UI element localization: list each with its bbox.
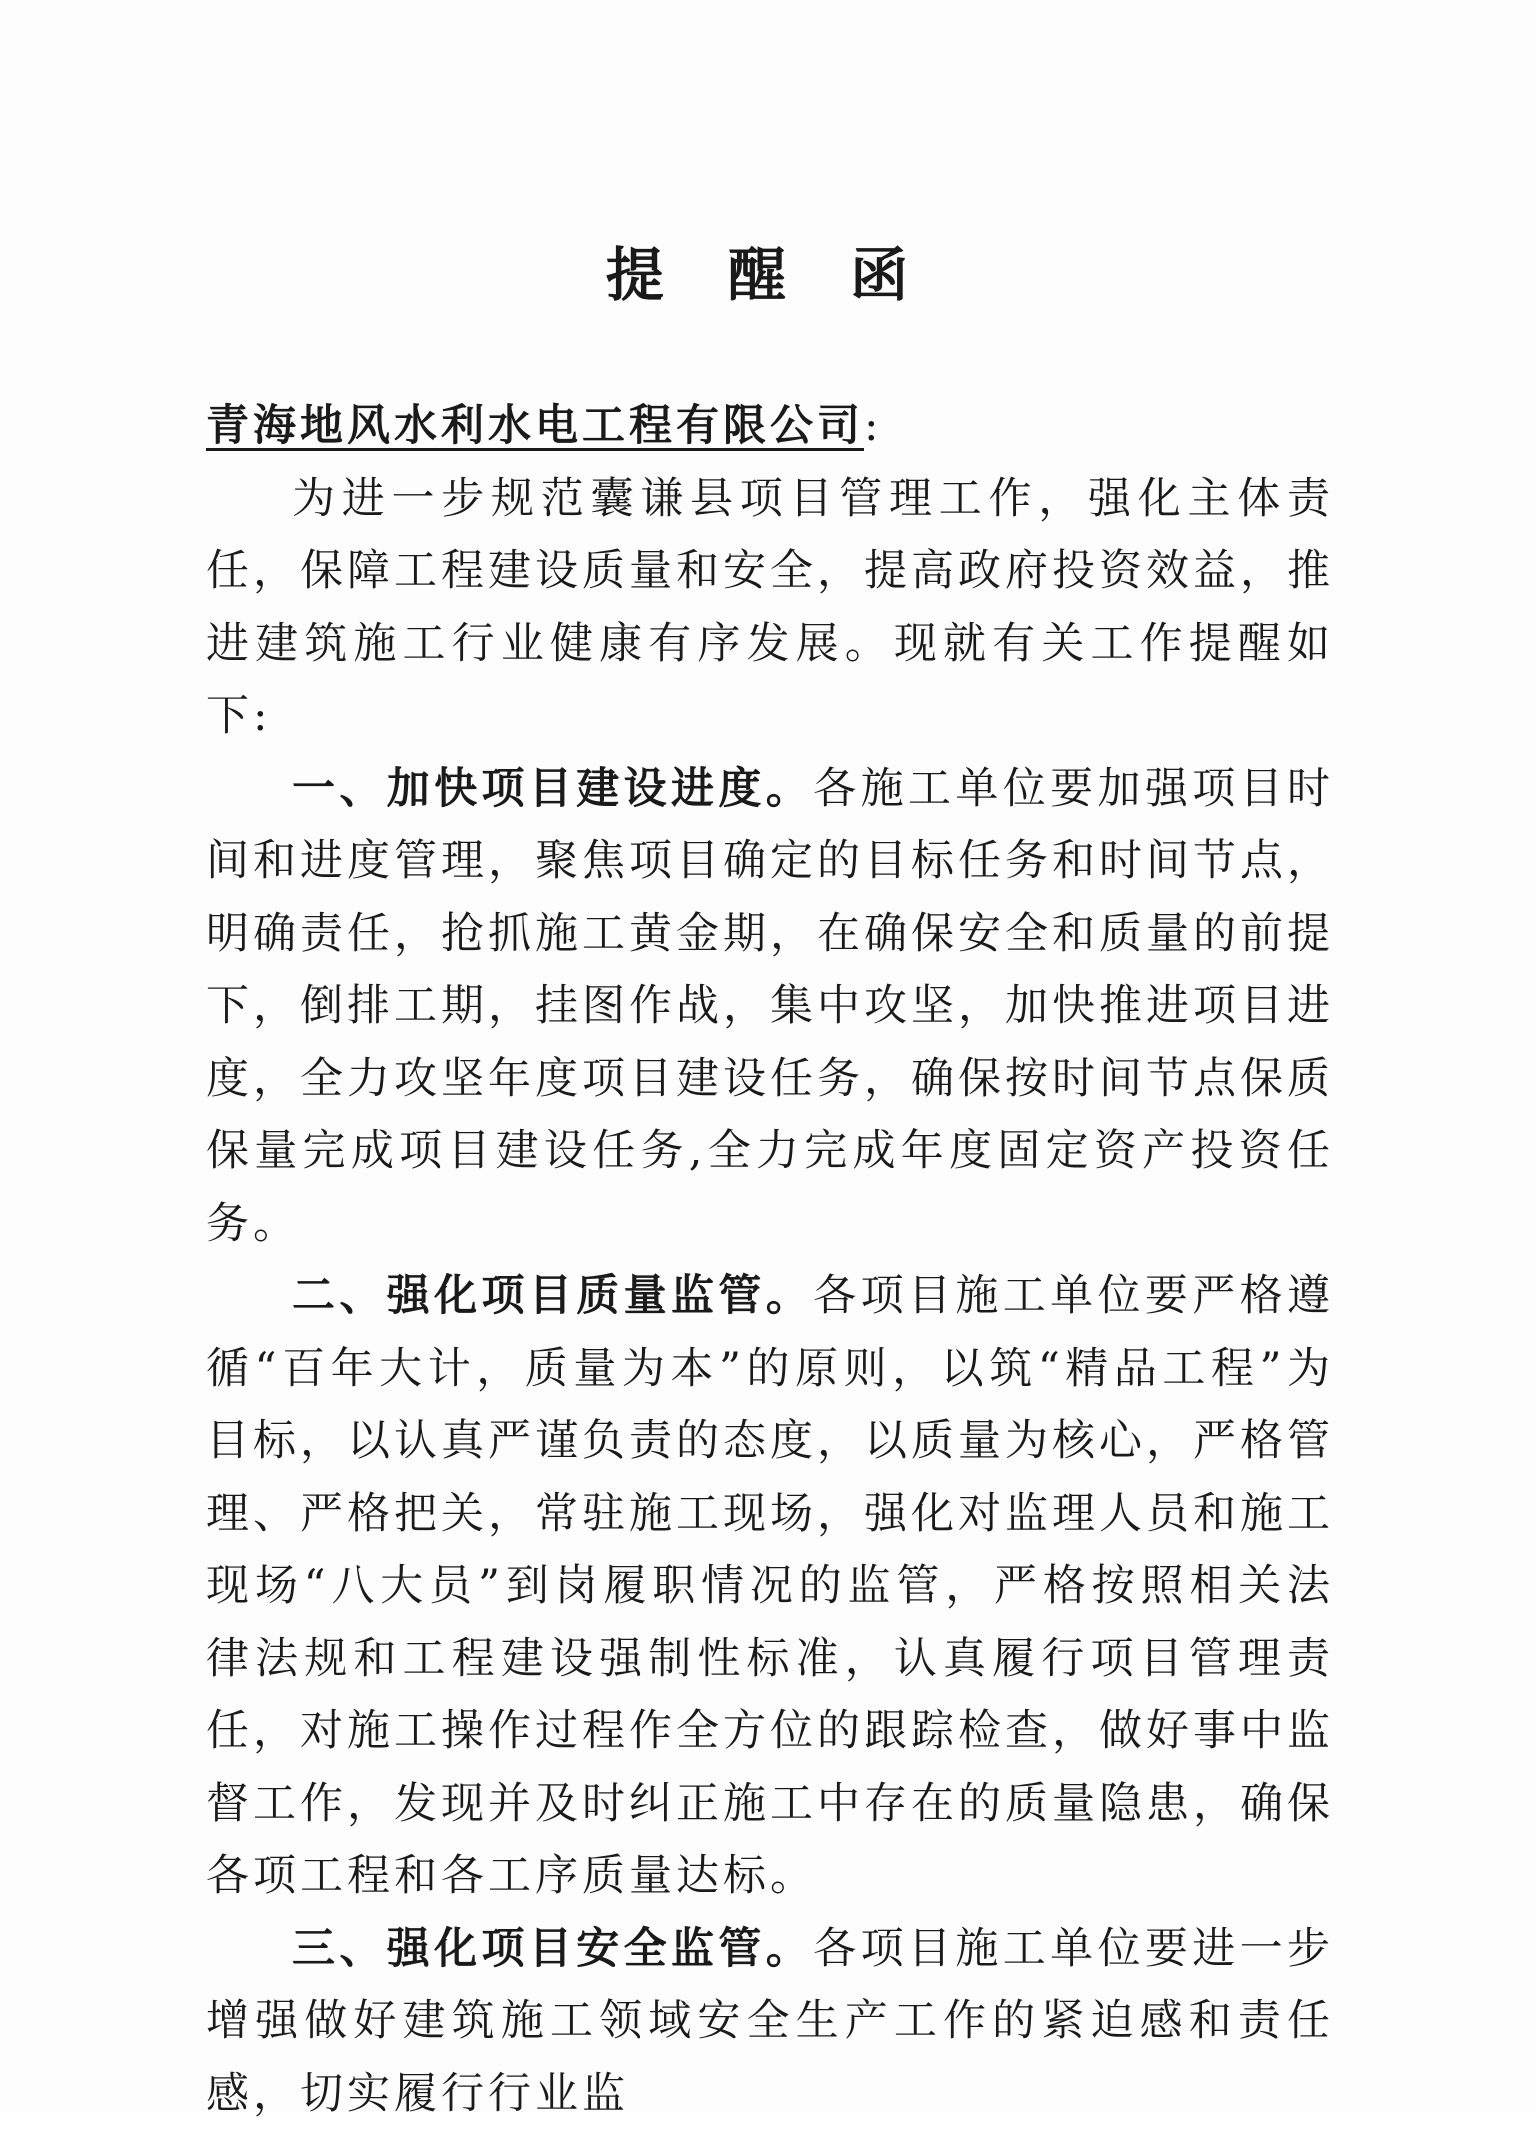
paragraph-text: 为进一步规范囊谦县项目管理工作，强化主体责任，保障工程建设质量和安全，提高政府投资效益，推进建筑施工行业健康有序发展。现就有关工作提醒如下: — [206, 474, 1334, 742]
section-2-paragraph — [206, 1260, 1334, 1913]
section-1-text: 各施工单位要加强项目时间和进度管理，聚焦项目确定的目标任务和时间节点，明确责任，抢抓施工黄金期，在确保安全和质量的前提下，倒排工期，挂图作战，集中攻坚，加快推进项目进度，全力攻坚年度项目建设任务，确保按时间节点保质保量完成项目建设任务,全力完成年度固定资产投资任务。 — [206, 764, 1334, 1249]
document-title: 提 醒 函 — [0, 228, 1536, 312]
intro-paragraph — [206, 463, 1334, 753]
addressee-org: 青海地风水利水电工程有限公司 — [206, 401, 864, 451]
section-3-text: 各项目施工单位要进一步增强做好建筑施工领域安全生产工作的紧迫感和责任感，切实履行行业监 — [206, 1924, 1334, 2119]
section-3-paragraph — [206, 1913, 1334, 2130]
document-body — [206, 390, 1334, 2130]
section-2-text: 各项目施工单位要严格遵循“百年大计，质量为本”的原则，以筑“精品工程”为目标，以认真严谨负责的态度，以质量为核心，严格管理、严格把关，常驻施工现场，强化对监理人员和施工现场“八大员”到岗履职情况的监管，严格按照相关法律法规和工程建设强制性标准，认真履行项目管理责任，对施工操作过程作全方位的跟踪检查，做好事中监督工作，发现并及时纠正施工中存在的质量隐患，确保各项工程和各工序质量达标。 — [206, 1271, 1334, 1901]
section-2-heading: 二、强化项目质量监管。 — [292, 1271, 813, 1321]
section-1-heading: 一、加快项目建设进度。 — [292, 764, 813, 814]
section-3-heading: 三、强化项目安全监管。 — [292, 1924, 813, 1974]
addressee-line — [206, 390, 1334, 463]
section-1-paragraph — [206, 753, 1334, 1261]
addressee-colon: : — [864, 401, 883, 451]
